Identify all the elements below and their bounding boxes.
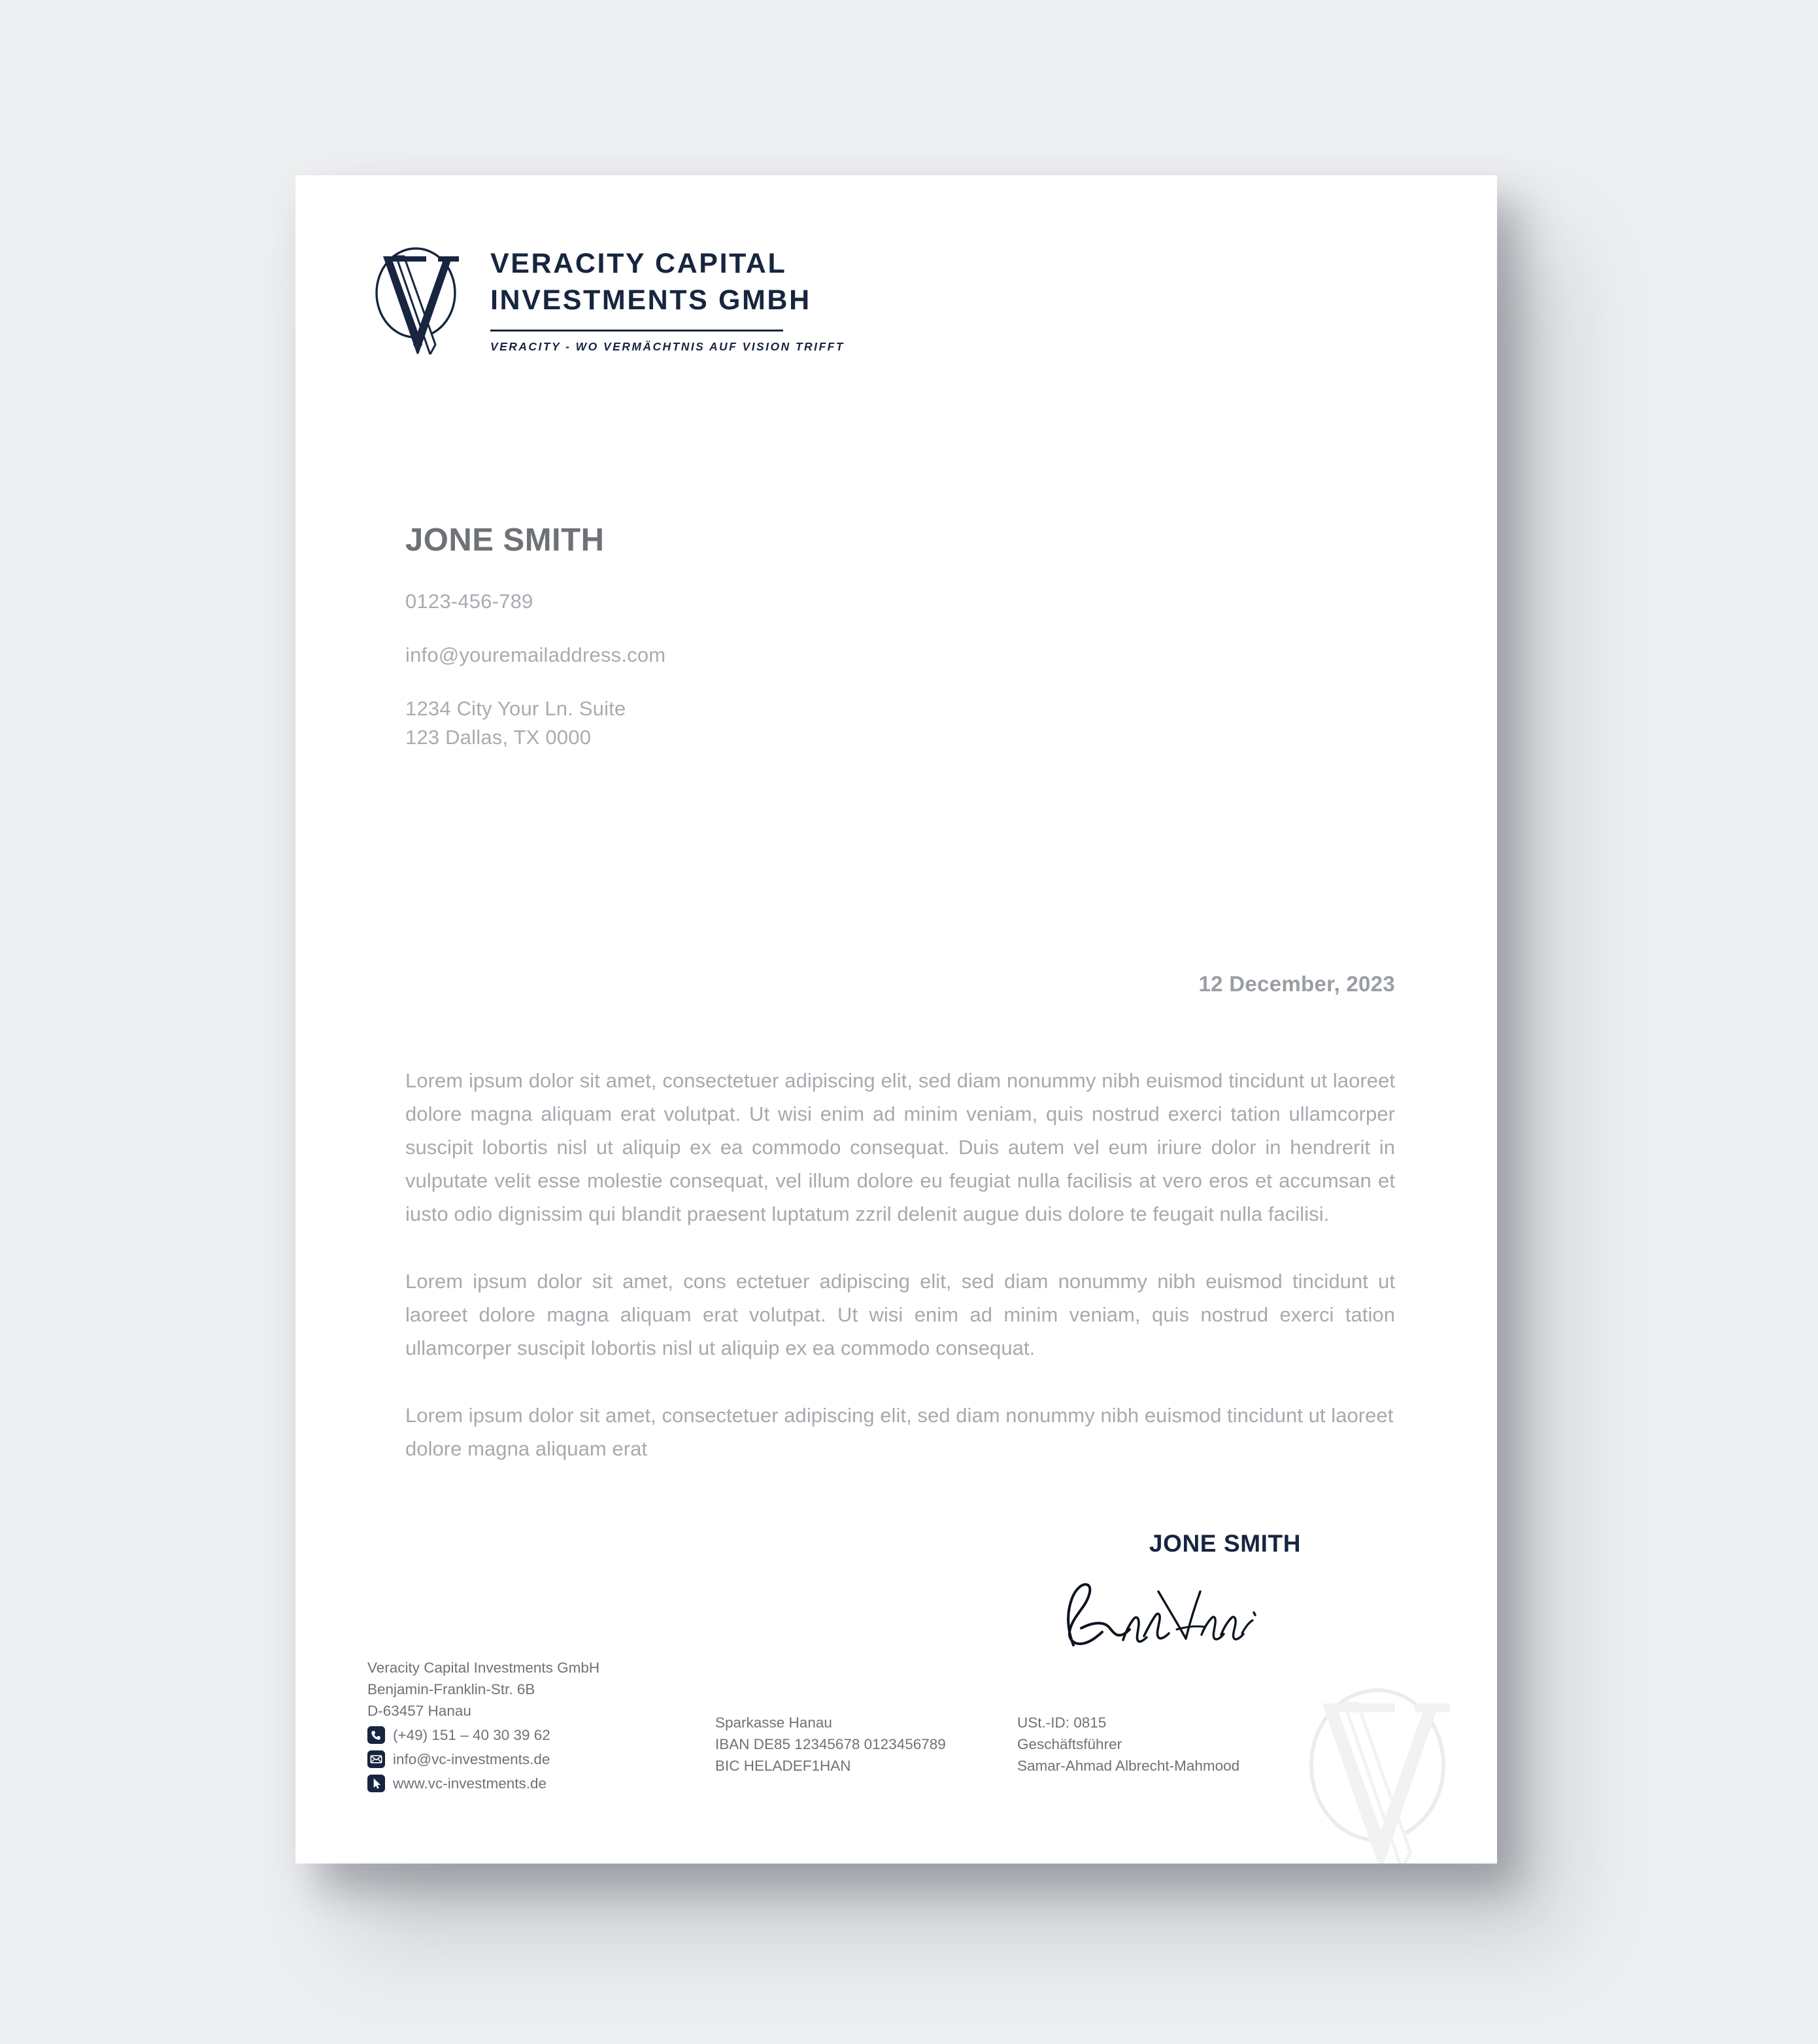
veracity-v-monogram-icon xyxy=(367,238,464,354)
logo-tagline: VERACITY - WO VERMÄCHTNIS AUF VISION TRIFFT xyxy=(490,339,845,353)
logo-wordmark xyxy=(490,238,845,354)
footer-bank-iban: IBAN DE85 12345678 0123456789 xyxy=(715,1736,946,1753)
footer-vat-id: USt.-ID: 0815 xyxy=(1017,1714,1107,1731)
footer-email-row[interactable] xyxy=(367,1748,642,1770)
footer-company-street: Benjamin-Franklin-Str. 6B xyxy=(367,1681,535,1698)
recipient-phone: 0123-456-789 xyxy=(405,590,533,613)
logo-line-2: INVESTMENTS GMBH xyxy=(490,284,811,316)
footer-company-name: Veracity Capital Investments GmbH xyxy=(367,1660,600,1676)
footer-bank-name: Sparkasse Hanau xyxy=(715,1714,832,1731)
company-logo xyxy=(367,238,845,354)
footer-role-label: Geschäftsführer xyxy=(1017,1736,1122,1753)
envelope-icon xyxy=(367,1750,385,1768)
letter-paragraph: Lorem ipsum dolor sit amet, consectetuer adipiscing elit, sed diam nonummy nibh euismod tincidunt ut laoreet dolore magna aliquam erat xyxy=(405,1403,1394,1460)
footer-tax-column xyxy=(1017,1657,1318,1794)
footer-bank-column xyxy=(715,1657,990,1794)
letter-paragraph: Lorem ipsum dolor sit amet, consectetuer adipiscing elit, sed diam nonummy nibh euismod tincidunt ut laoreet dolore magna aliquam erat volutpat. Ut wisi enim ad minim veniam, quis nostrud exerci tation ullamcorper suscipit lobortis nisl ut aliquip ex ea commodo consequat. Duis autem vel eum iriure dolor in hendrerit in vulputate velit esse molestie consequat, vel illum dolore eu feugiat nulla facilisis at vero eros et accumsan et iusto odio dignissim qui blandit praesent luptatum zzril delenit augue duis dolore te feugait nulla facilisi. xyxy=(405,1069,1395,1225)
letter-body xyxy=(405,1065,1395,1466)
phone-icon xyxy=(367,1726,385,1744)
footer-columns xyxy=(367,1657,1458,1794)
footer-manager-name: Samar-Ahmad Albrecht-Mahmood xyxy=(1017,1758,1240,1775)
recipient-email: info@youremailaddress.com xyxy=(405,643,666,667)
footer-bank-bic: BIC HELADEF1HAN xyxy=(715,1758,851,1775)
footer-website-value: www.vc-investments.de xyxy=(393,1775,547,1792)
recipient-address-line-1: 1234 City Your Ln. Suite xyxy=(405,697,626,721)
signature-block xyxy=(1055,1530,1395,1650)
signoff-name: JONE SMITH xyxy=(1149,1530,1302,1557)
footer-phone-row[interactable] xyxy=(367,1724,642,1746)
letterhead-page xyxy=(295,175,1497,1864)
handwritten-signature-icon xyxy=(1055,1572,1271,1650)
cursor-icon xyxy=(367,1775,385,1792)
footer-phone-value: (+49) 151 – 40 30 39 62 xyxy=(393,1727,550,1744)
recipient-name: JONE SMITH xyxy=(405,522,605,558)
letter-paragraph: Lorem ipsum dolor sit amet, cons ectetuer adipiscing elit, sed diam nonummy nibh euismod tincidunt ut laoreet dolore magna aliquam erat volutpat. Ut wisi enim ad minim veniam, quis nostrud exerci tation ullamcorper suscipit lobortis nisl ut aliquip ex ea commodo consequat. xyxy=(405,1269,1395,1359)
footer-website-row[interactable] xyxy=(367,1773,642,1794)
page-footer xyxy=(295,1657,1497,1864)
recipient-block xyxy=(405,522,994,752)
letter-date: 12 December, 2023 xyxy=(1198,972,1395,996)
footer-company-column xyxy=(367,1657,642,1794)
footer-email-value: info@vc-investments.de xyxy=(393,1751,550,1768)
logo-line-1: VERACITY CAPITAL xyxy=(490,248,787,279)
recipient-address-line-2: 123 Dallas, TX 0000 xyxy=(405,726,592,749)
footer-company-city: D-63457 Hanau xyxy=(367,1703,471,1720)
logo-divider xyxy=(490,330,783,332)
